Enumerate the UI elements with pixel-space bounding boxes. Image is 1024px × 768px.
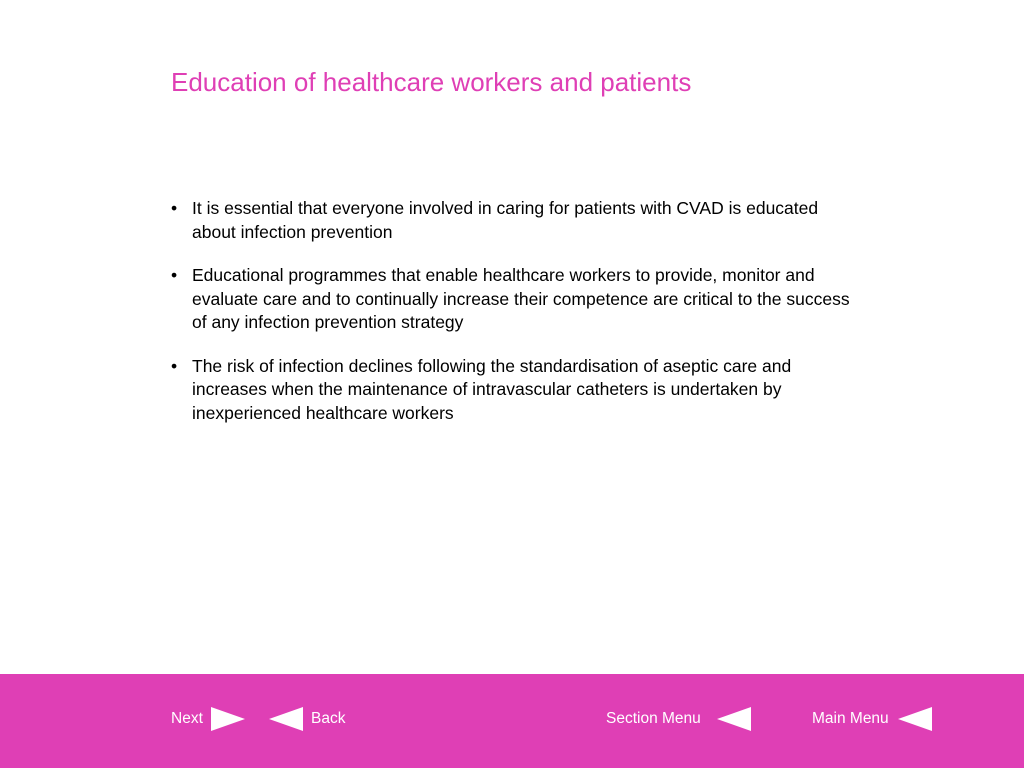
section-menu-label: Section Menu — [606, 710, 701, 727]
back-button[interactable] — [269, 705, 345, 733]
left-triangle-arrow-icon[interactable] — [717, 707, 751, 731]
slide-title: Education of healthcare workers and patients — [171, 67, 692, 97]
bullet-text: Educational programmes that enable healthcare workers to provide, monitor and evaluate care and to continually increase their competence are critical to the success of any infection prevention strategy — [192, 265, 850, 332]
bullet-list — [170, 197, 850, 445]
main-menu-label: Main Menu — [812, 710, 889, 727]
bullet-item — [170, 264, 850, 335]
left-triangle-arrow-icon[interactable] — [269, 707, 303, 731]
bullet-item — [170, 197, 850, 244]
bullet-item — [170, 355, 850, 426]
next-label: Next — [171, 710, 203, 727]
section-menu-button[interactable] — [606, 705, 751, 733]
left-triangle-arrow-icon[interactable] — [898, 707, 932, 731]
next-button[interactable] — [171, 705, 245, 733]
bullet-dot: • — [171, 265, 178, 285]
bullet-text: The risk of infection declines following the standardisation of aseptic care and increases when the maintenance of intravascular catheters is undertaken by inexperienced healthcare workers — [192, 355, 792, 423]
back-label: Back — [311, 710, 346, 727]
main-menu-button[interactable] — [812, 705, 932, 733]
bullet-dot: • — [171, 355, 178, 376]
bullet-text: It is essential that everyone involved in caring for patients with CVAD is educated about infection prevention — [192, 198, 819, 242]
right-triangle-arrow-icon[interactable] — [211, 707, 245, 731]
bullet-dot: • — [171, 198, 178, 218]
